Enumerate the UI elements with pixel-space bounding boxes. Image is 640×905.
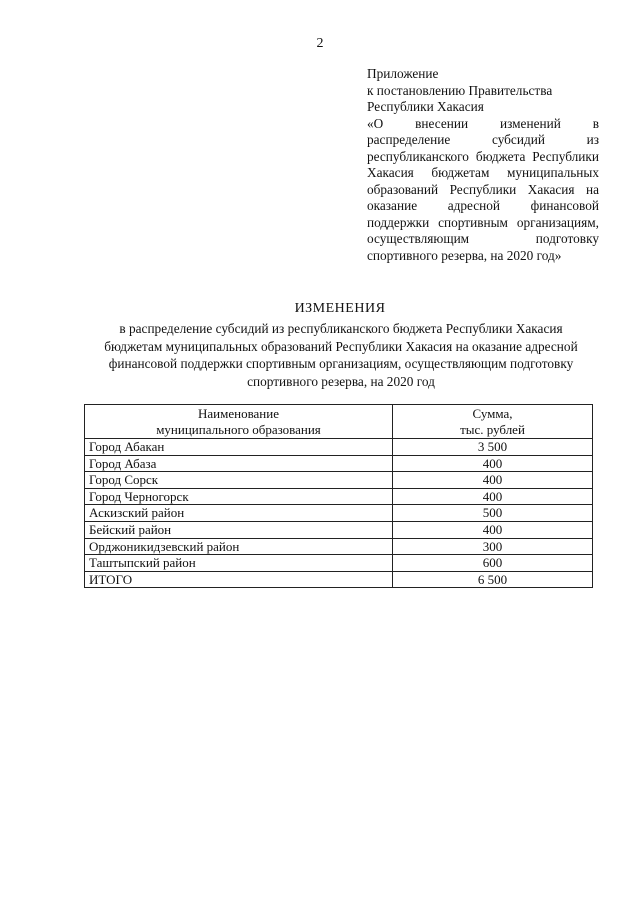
table-row [85,488,593,505]
row-municipality: Город Абаза [85,455,393,472]
header-municipality-line1: Наименование [198,406,279,421]
appendix-block [367,66,599,264]
appendix-decree-title: «О внесении изменений в распределение субсидий из республиканского бюджета Республики Хакасия бюджетам муниципальных образований Республики Хакасия на оказание адресной финансовой поддержки спортивным организациям, осуществляющим подготовку спортивного резерва, на 2020 год» [367,115,599,263]
row-municipality: Бейский район [85,521,393,538]
row-amount: 400 [393,472,593,489]
table-row [85,472,593,489]
row-municipality: Аскизский район [85,505,393,522]
table-row [85,521,593,538]
row-municipality: Город Сорск [85,472,393,489]
row-municipality: Город Черногорск [85,488,393,505]
subsidies-table [84,404,593,588]
row-amount: 400 [393,521,593,538]
table-row [85,455,593,472]
table-row [85,555,593,572]
document-heading: ИЗМЕНЕНИЯ [294,301,386,316]
row-amount: 300 [393,538,593,555]
row-amount: 400 [393,455,593,472]
appendix-title: Приложение [367,66,439,81]
row-municipality: Город Абакан [85,439,393,456]
table-header-row [85,405,593,439]
table-row [85,538,593,555]
header-amount-line1: Сумма, [472,406,513,421]
total-label: ИТОГО [85,571,393,588]
row-amount: 400 [393,488,593,505]
row-municipality: Орджоникидзевский район [85,538,393,555]
header-amount-line2: тыс. рублей [460,421,525,437]
row-municipality: Таштыпский район [85,555,393,572]
header-amount [393,405,593,439]
header-municipality-line2: муниципального образования [156,421,321,437]
row-amount: 500 [393,505,593,522]
row-amount: 600 [393,555,593,572]
page-number: 2 [316,36,324,51]
appendix-region: Республики Хакасия [367,99,484,114]
table-row [85,505,593,522]
total-amount: 6 500 [393,571,593,588]
header-municipality [85,405,393,439]
appendix-reference: к постановлению Правительства [367,82,553,98]
row-amount: 3 500 [393,439,593,456]
total-row [85,571,593,588]
document-subheading: в распределение субсидий из республиканского бюджета Республики Хакасия бюджетам муниципальных образований Республики Хакасия на оказание адресной финансовой поддержки спортивным организациям, осуществляющим подготовку спортивного резерва, на 2020 год [104,321,578,389]
table-row [85,439,593,456]
